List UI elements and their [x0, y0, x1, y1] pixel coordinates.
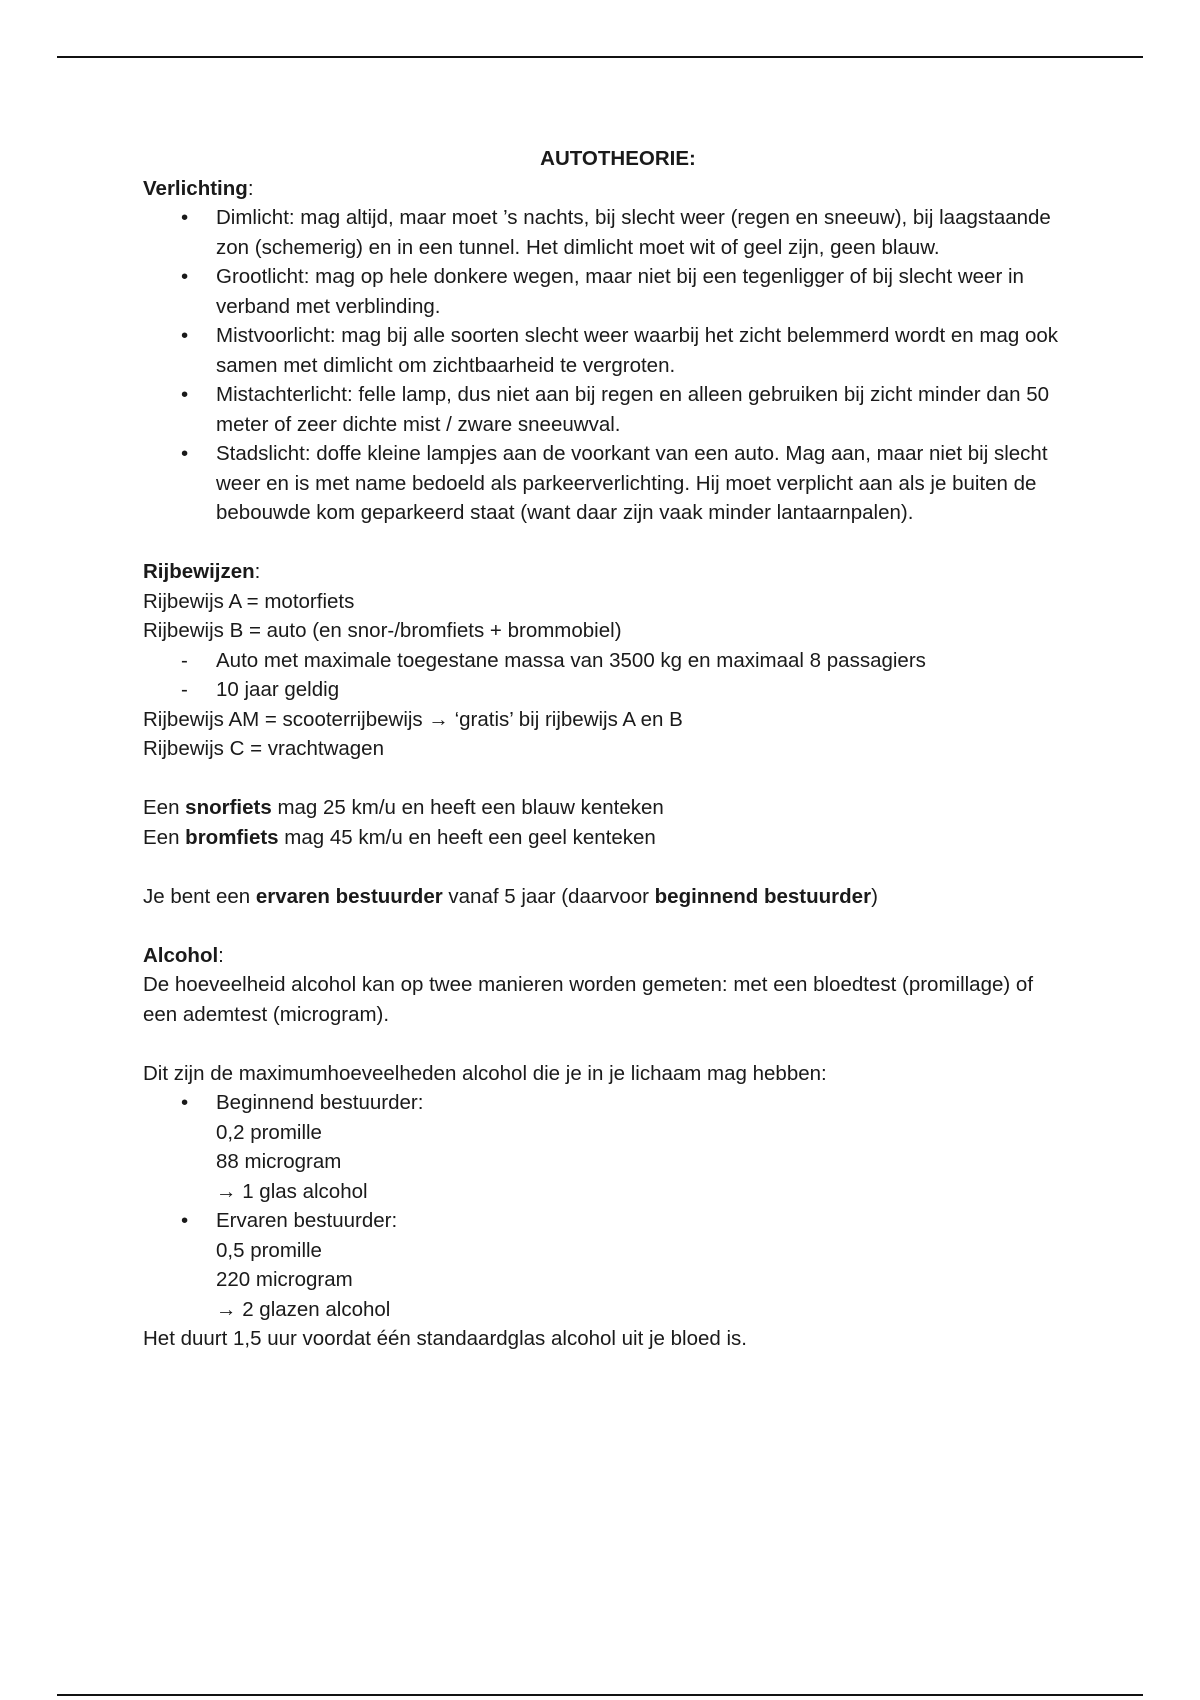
bullet-icon: • [181, 1091, 189, 1114]
list-item: • Mistachterlicht: felle lamp, dus niet aan bij regen en alleen gebruiken bij zicht minder dan 50 meter of zeer dichte mist / zware sneeuwval. [143, 380, 1063, 439]
list-item: - 10 jaar geldig [143, 675, 1063, 705]
bottom-rule [57, 1694, 1143, 1696]
rijbewijs-b: Rijbewijs B = auto (en snor-/bromfiets + brommobiel) [143, 619, 622, 642]
list-item: • Beginnend bestuurder: 0,2 promille 88 microgram → 1 glas alcohol [143, 1088, 1063, 1206]
alcohol-outro: Het duurt 1,5 uur voordat één standaardglas alcohol uit je bloed is. [143, 1327, 747, 1350]
top-rule [57, 56, 1143, 58]
verlichting-list [143, 203, 1063, 528]
list-item: • Ervaren bestuurder: 0,5 promille 220 microgram → 2 glazen alcohol [143, 1206, 1063, 1324]
alcohol-intro: De hoeveelheid alcohol kan op twee manieren worden gemeten: met een bloedtest (promillage) of een ademtest (microgram). [143, 973, 1034, 1026]
bullet-icon: • [181, 206, 189, 229]
rijbewijs-am: Rijbewijs AM = scooterrijbewijs → ‘gratis’ bij rijbewijs A en B [143, 707, 683, 731]
section-heading-alcohol: Alcohol: [143, 943, 224, 967]
document-body [143, 144, 1063, 1354]
alcohol-max-intro: Dit zijn de maximumhoeveelheden alcohol die je in je lichaam mag hebben: [143, 1061, 827, 1085]
dash-icon: - [181, 678, 188, 701]
list-item: • Stadslicht: doffe kleine lampjes aan de voorkant van een auto. Mag aan, maar niet bij slecht weer en is met name bedoeld als parkeerverlichting. Hij moet verplicht aan als je buiten de bebouwde kom geparkeerd staat (want daar zijn vaak minder lantaarnpalen). [143, 439, 1063, 528]
dash-icon: - [181, 648, 188, 672]
bullet-icon: • [181, 383, 189, 406]
alcohol-list [143, 1088, 1063, 1324]
list-item: - Auto met maximale toegestane massa van 3500 kg en maximaal 8 passagiers [143, 646, 1063, 676]
list-item: • Grootlicht: mag op hele donkere wegen, maar niet bij een tegenligger of bij slecht weer in verband met verblinding. [143, 262, 1063, 321]
rijbewijs-a: Rijbewijs A = motorfiets [143, 589, 355, 613]
bullet-icon: • [181, 1209, 189, 1232]
bullet-icon: • [181, 324, 189, 347]
bullet-icon: • [181, 442, 189, 465]
list-item: • Mistvoorlicht: mag bij alle soorten slecht weer waarbij het zicht belemmerd wordt en mag ook samen met dimlicht om zichtbaarheid te vergroten. [143, 321, 1063, 380]
section-heading-rijbewijzen: Rijbewijzen: [143, 560, 261, 583]
rijbewijs-c: Rijbewijs C = vrachtwagen [143, 737, 384, 760]
ervaren-line: Je bent een ervaren bestuurder vanaf 5 jaar (daarvoor beginnend bestuurder) [143, 884, 878, 908]
bromfiets-line: Een bromfiets mag 45 km/u en heeft een geel kenteken [143, 825, 656, 849]
page-title: AUTOTHEORIE: [540, 147, 696, 170]
snorfiets-line: Een snorfiets mag 25 km/u en heeft een blauw kenteken [143, 796, 664, 819]
section-heading-verlichting: Verlichting: [143, 176, 254, 200]
bullet-icon: • [181, 265, 189, 288]
list-item: • Dimlicht: mag altijd, maar moet ’s nachts, bij slecht weer (regen en sneeuw), bij laagstaande zon (schemerig) en in een tunnel. Het dimlicht moet wit of geel zijn, geen blauw. [143, 203, 1063, 262]
